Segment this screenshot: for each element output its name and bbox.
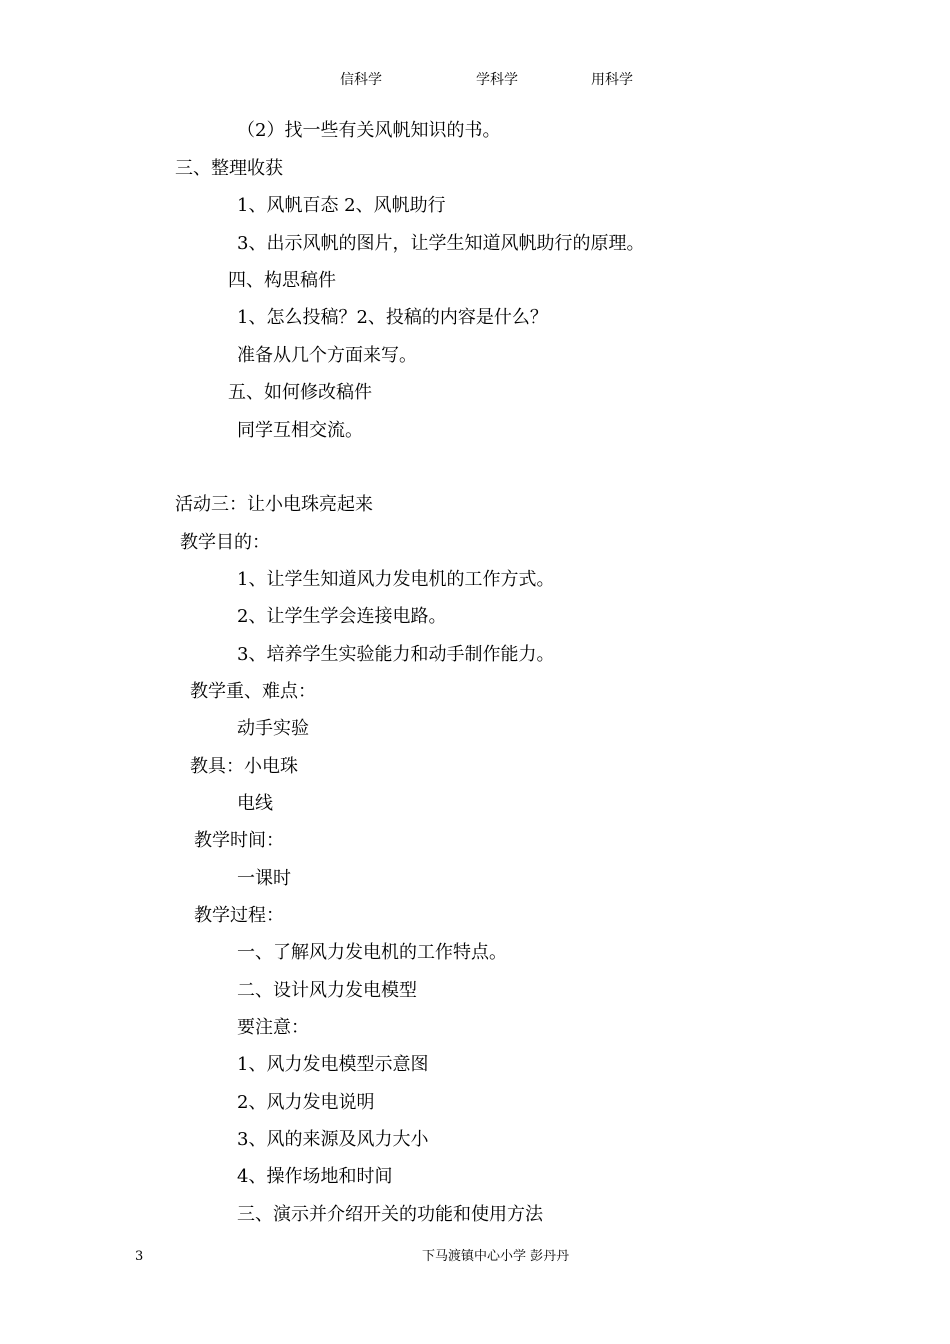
text-line: 1、怎么投稿？2、投稿的内容是什么？ bbox=[237, 307, 548, 328]
text-line: 1、让学生知道风力发电机的工作方式。 bbox=[237, 569, 555, 590]
text-line: 要注意： bbox=[237, 1017, 309, 1038]
text-line: 1、风帆百态 2、风帆助行 bbox=[237, 195, 446, 216]
text-line: 2、让学生学会连接电路。 bbox=[237, 606, 447, 627]
text-line: 3、培养学生实验能力和动手制作能力。 bbox=[237, 644, 555, 665]
section-heading: 教学过程： bbox=[194, 905, 284, 926]
text-line: 准备从几个方面来写。 bbox=[237, 345, 417, 366]
text-line: 同学互相交流。 bbox=[237, 420, 363, 441]
header-item-xin: 信科学 bbox=[340, 72, 382, 88]
text-line: 电线 bbox=[237, 793, 273, 814]
text-line: 3、风的来源及风力大小 bbox=[237, 1129, 429, 1150]
text-line: 三、演示并介绍开关的功能和使用方法 bbox=[237, 1204, 543, 1225]
header-item-yong: 用科学 bbox=[591, 72, 633, 88]
text-line: 2、风力发电说明 bbox=[237, 1092, 375, 1113]
text-line: 动手实验 bbox=[237, 718, 309, 739]
section-heading: 教具：小电珠 bbox=[190, 756, 298, 777]
section-heading: 四、构思稿件 bbox=[228, 270, 336, 291]
header-item-xue: 学科学 bbox=[476, 72, 518, 88]
text-line: 3、出示风帆的图片，让学生知道风帆助行的原理。 bbox=[237, 233, 645, 254]
section-heading: 教学目的： bbox=[180, 532, 270, 553]
activity-title: 活动三：让小电珠亮起来 bbox=[175, 494, 373, 515]
page-number: 3 bbox=[135, 1249, 144, 1264]
text-line: 一、了解风力发电机的工作特点。 bbox=[237, 942, 507, 963]
text-line: 1、风力发电模型示意图 bbox=[237, 1054, 429, 1075]
text-line: 二、设计风力发电模型 bbox=[237, 980, 417, 1001]
text-line: 4、操作场地和时间 bbox=[237, 1166, 393, 1187]
text-line: （2）找一些有关风帆知识的书。 bbox=[237, 120, 501, 141]
section-heading: 三、整理收获 bbox=[175, 158, 283, 179]
text-line: 一课时 bbox=[237, 868, 291, 889]
footer-author: 下马渡镇中心小学 彭丹丹 bbox=[422, 1249, 570, 1264]
section-heading: 教学重、难点： bbox=[190, 681, 316, 702]
section-heading: 教学时间： bbox=[194, 830, 284, 851]
section-heading: 五、如何修改稿件 bbox=[228, 382, 372, 403]
